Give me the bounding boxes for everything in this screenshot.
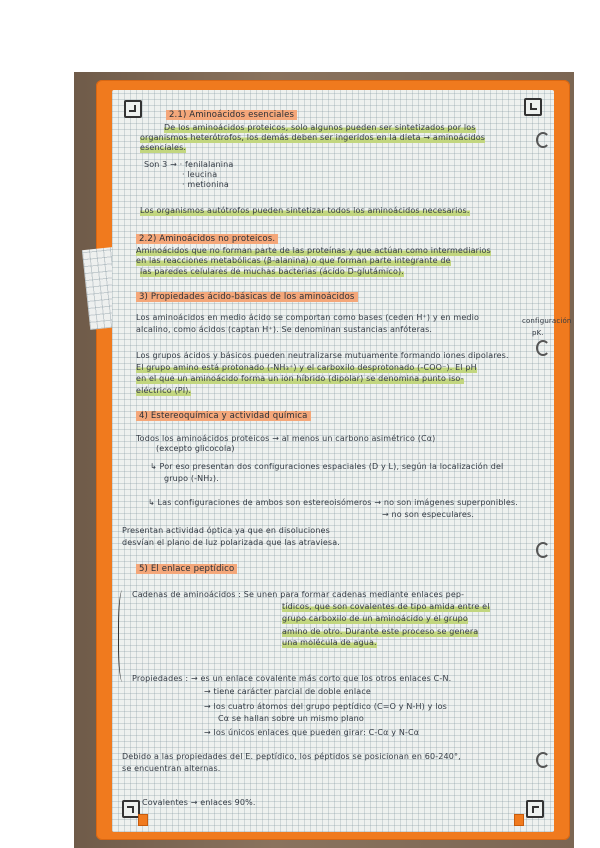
corner-br-icon — [526, 800, 544, 818]
note-line: ↳ Por eso presentan dos configuraciones espaciales (D y L), según la localización del — [150, 462, 504, 471]
corner-tl-icon — [124, 100, 142, 118]
note-line: Cα se hallan sobre un mismo plano — [218, 714, 364, 723]
margin-note: pK. — [532, 329, 544, 337]
section-heading: 4) Estereoquímica y actividad química — [136, 411, 311, 421]
note-line: alcalino, como ácidos (captan H⁺). Se denominan sustancias anfóteras. — [136, 325, 433, 334]
note-line: → tiene carácter parcial de doble enlace — [204, 687, 371, 696]
section-heading: 3) Propiedades ácido-básicas de los aminoácidos — [136, 292, 358, 302]
note-line: desvían el plano de luz polarizada que las atraviesa. — [122, 538, 340, 547]
note-line: Debido a las propiedades del E. peptídico, los péptidos se posicionan en 60-240°, — [122, 752, 461, 761]
note-line: grupo (-NH₂). — [164, 474, 219, 483]
note-line: El grupo amino está protonado (-NH₃⁺) y el carboxilo desprotonado (-COO⁻). El pH — [136, 363, 477, 372]
note-line: ↳ Las configuraciones de ambos son estereoisómeros → no son imágenes superponibles. — [148, 498, 518, 507]
note-line: Los grupos ácidos y básicos pueden neutralizarse mutuamente formando iones dipolares. — [136, 351, 509, 360]
note-line: las paredes celulares de muchas bacterias (ácido D-glutámico). — [140, 267, 404, 276]
brace-mark — [118, 590, 129, 682]
note-line: Propiedades : → es un enlace covalente más corto que los otros enlaces C-N. — [132, 674, 452, 683]
note-line: Los organismos autótrofos pueden sintetizar todos los aminoácidos necesarios. — [140, 206, 470, 215]
binder-tab — [514, 814, 524, 826]
punch-hole-icon — [536, 132, 550, 148]
margin-note: configuración — [522, 317, 572, 325]
note-line: Todos los aminoácidos proteicos → al menos un carbono asimétrico (Cα) — [136, 434, 436, 443]
section-heading: 2.2) Aminoácidos no proteicos. — [136, 234, 278, 244]
note-line: en las reacciones metabólicas (β-alanina) o que forman parte integrante de — [136, 256, 451, 265]
note-line: Son 3 → · fenilalanina — [144, 160, 234, 169]
note-line: se encuentran alternas. — [122, 764, 221, 773]
binder-tab — [138, 814, 148, 826]
punch-hole-icon — [536, 340, 550, 356]
punch-hole-icon — [536, 542, 550, 558]
note-line: · metionina — [182, 180, 229, 189]
note-line: Presentan actividad óptica ya que en disoluciones — [122, 526, 330, 535]
note-line: → los cuatro átomos del grupo peptídico (C=O y N-H) y los — [204, 702, 447, 711]
corner-tr-icon — [524, 98, 542, 116]
note-line: Covalentes → enlaces 90%. — [142, 798, 256, 807]
section-heading: 2.1) Aminoácidos esenciales — [166, 110, 297, 120]
notebook-page — [112, 90, 572, 832]
note-line: eléctrico (PI). — [136, 386, 192, 395]
note-line: esenciales. — [140, 143, 187, 152]
note-line: Cadenas de aminoácidos : Se unen para formar cadenas mediante enlaces pep- — [132, 590, 465, 599]
note-line: amino de otro. Durante este proceso se genera — [282, 627, 479, 636]
note-line: Aminoácidos que no forman parte de las proteínas y que actúan como intermediarios — [136, 246, 491, 255]
punch-hole-icon — [536, 752, 550, 768]
note-line: → los únicos enlaces que pueden girar: C-Cα y N-Cα — [204, 728, 420, 737]
note-line: De los aminoácidos proteicos, solo algunos pueden ser sintetizados por los — [164, 123, 476, 132]
note-line: organismos heterótrofos, los demás deben ser ingeridos en la dieta → aminoácidos — [140, 133, 486, 142]
note-line: → no son especulares. — [382, 510, 475, 519]
section-heading: 5) El enlace peptídico — [136, 564, 237, 574]
note-line: (excepto glicocola) — [156, 444, 235, 453]
note-line: grupo carboxilo de un aminoácido y el grupo — [282, 614, 468, 623]
note-line: · leucina — [182, 170, 218, 179]
note-line: tídicos, que son covalentes de tipo amida entre el — [282, 602, 490, 611]
note-line: una molécula de agua. — [282, 638, 377, 647]
note-line: en el que un aminoácido forma un ion híbrido (dipolar) se denomina punto iso- — [136, 374, 464, 383]
note-line: Los aminoácidos en medio ácido se comportan como bases (ceden H⁺) y en medio — [136, 313, 480, 322]
